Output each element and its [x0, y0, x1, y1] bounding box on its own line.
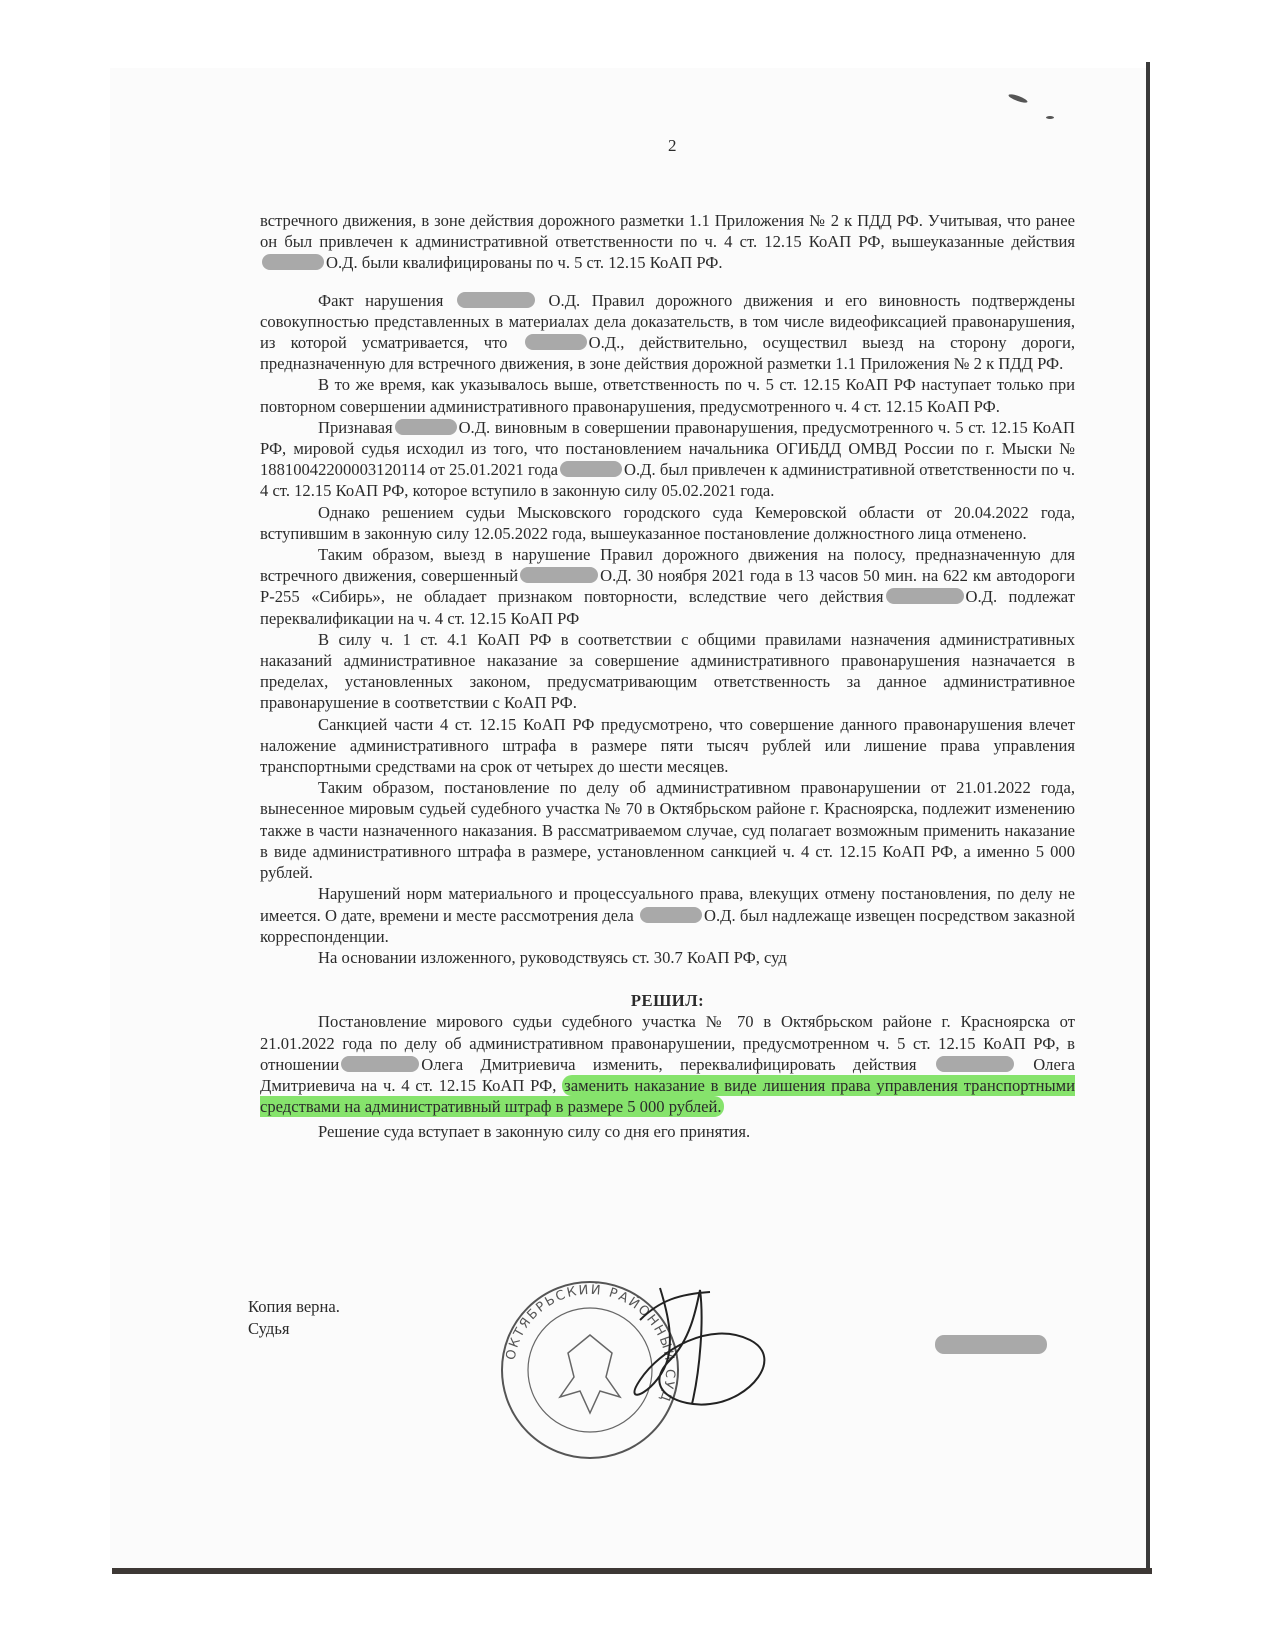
redacted-name — [560, 461, 622, 477]
text-segment: встречного движения, в зоне действия дорожного разметки 1.1 Приложения № 2 к ПДД РФ. Учитывая, что ранее он был привлечен к административной ответственности по ч. 4 ст. 12.15 КоАП РФ, вышеуказанные действия — [260, 211, 1075, 252]
text-segment: О.Д. подлежат переквалификации на ч. 4 ст. 12.15 КоАП РФ — [260, 587, 1075, 628]
paragraph — [260, 417, 1075, 502]
text-segment: О.Д. были квалифицированы по ч. 5 ст. 12.15 КоАП РФ. — [326, 253, 723, 273]
decision-paragraph — [260, 1011, 1075, 1117]
paragraph — [260, 883, 1075, 947]
document-body — [260, 210, 1075, 1143]
page-edge-right — [1146, 62, 1150, 1572]
judge-signature — [600, 1280, 800, 1420]
text-segment: О.Д. 30 ноября 2021 года в 13 часов 50 мин. на 622 км автодороги Р-255 «Сибирь», не обладает признаком повторности, вследствие чего действия — [260, 566, 1075, 607]
redacted-name — [395, 419, 457, 435]
text-segment: О.Д. виновным в совершении правонарушения, предусмотренного ч. 5 ст. 12.15 КоАП РФ, мировой судья исходил из того, что постановлением начальника ОГИБДД ОМВД России по г. Мыски № 18810042200003120114 от 25.01.2021 года — [260, 417, 1075, 480]
redacted-name — [262, 254, 324, 270]
paragraph — [260, 544, 1075, 629]
redacted-name — [936, 1056, 1014, 1072]
paragraph — [260, 210, 1075, 274]
redacted-judge-name — [935, 1335, 1047, 1354]
paragraph — [260, 374, 1075, 416]
highlighted-text: заменить наказание в виде лишения права управления транспортными средствами на административный штраф в размере 5 000 рублей. — [260, 1075, 1075, 1117]
signature-block — [248, 1296, 340, 1340]
text-segment: Однако решением судьи Мысковского городского суда Кемеровской области от 20.04.2022 года, вступившим в законную силу 12.05.2022 года, вышеуказанное постановление должностного лица отменено. — [260, 502, 1075, 543]
text-segment: Факт нарушения — [318, 290, 455, 310]
page-number: 2 — [668, 136, 677, 155]
redacted-name — [520, 567, 598, 583]
text-segment: Санкцией части 4 ст. 12.15 КоАП РФ предусмотрено, что совершение данного правонарушения влечет наложение административного штрафа в размере пяти тысяч рублей или лишение права управления транспортными средствами на срок от четырех до шести месяцев. — [260, 714, 1075, 777]
paragraphs — [260, 210, 1075, 968]
decision-text — [260, 1011, 1075, 1117]
text-segment: Таким образом, постановление по делу об административном правонарушении от 21.01.2022 года, вынесенное мировым судьей судебного участка № 70 в Октябрьском районе г. Красноярска, подлежит изменению также в части назначенного наказания. В рассматриваемом случае, суд полагает возможным применить наказание в виде административного штрафа в размере, установленном санкцией ч. 4 ст. 12.15 КоАП РФ, а именно 5 000 рублей. — [260, 778, 1075, 883]
text-segment: О.Д. Правил дорожного движения и его виновность подтверждены совокупностью представленных в материалах дела доказательств, в том числе видеофиксацией правонарушения, из которой усматривается, что — [260, 290, 1076, 353]
redacted-name — [341, 1056, 419, 1072]
scan-speck — [1046, 116, 1054, 119]
text-segment: О.Д. был надлежаще извещен посредством заказной корреспонденции. — [260, 905, 1076, 946]
paragraph — [260, 502, 1075, 544]
paragraph — [260, 629, 1075, 714]
copy-certified-label: Копия верна. — [248, 1297, 340, 1316]
text-segment: Олега Дмитриевича на ч. 4 ст. 12.15 КоАП РФ, — [260, 1054, 1075, 1095]
closing-sentence: Решение суда вступает в законную силу со дня его принятия. — [318, 1122, 751, 1142]
text-segment: Постановление мирового судьи судебного участка № 70 в Октябрьском районе г. Красноярска от 21.01.2022 года по делу об административном правонарушении, предусмотренном ч. 5 ст. 12.15 КоАП РФ, в отношении — [260, 1012, 1075, 1074]
redacted-name — [457, 292, 535, 308]
text-segment: В то же время, как указывалось выше, ответственность по ч. 5 ст. 12.15 КоАП РФ наступает только при повторном совершении административного правонарушения, предусмотренного ч. 4 ст. 12.15 КоАП РФ. — [260, 375, 1075, 416]
decision-heading: РЕШИЛ: — [630, 991, 705, 1011]
text-segment: Признавая — [318, 417, 393, 437]
text-segment: О.Д. был привлечен к административной ответственности по ч. 4 ст. 12.15 КоАП РФ, которое вступило в законную силу 05.02.2021 года. — [260, 460, 1075, 501]
text-segment: О.Д., действительно, осуществил выезд на сторону дороги, предназначенную для встречного движения, в зоне действия дорожной разметки 1.1 Приложения № 2 к ПДД РФ. — [260, 333, 1075, 374]
judge-label: Судья — [248, 1319, 290, 1338]
paragraph — [260, 947, 1075, 968]
text-segment: На основании изложенного, руководствуясь ст. 30.7 КоАП РФ, суд — [318, 947, 787, 967]
paragraph — [260, 290, 1075, 375]
text-segment: Нарушений норм материального и процессуального права, влекущих отмену постановления, по делу не имеется. О дате, времени и месте рассмотрения дела — [260, 884, 1075, 925]
redacted-name — [525, 334, 587, 350]
signature-stroke — [634, 1288, 764, 1405]
text-segment: Олега Дмитриевича изменить, переквалифицировать действия — [421, 1054, 934, 1074]
redacted-name — [886, 588, 964, 604]
page-edge-bottom — [112, 1568, 1152, 1574]
paragraph — [260, 777, 1075, 883]
text-segment: В силу ч. 1 ст. 4.1 КоАП РФ в соответствии с общими правилами назначения административных наказаний административное наказание за совершение административного правонарушения назначается в пределах, установленных законом, предусматривающим ответственность за данное административное правонарушение в соответствии с КоАП РФ. — [260, 629, 1075, 713]
redacted-name — [640, 907, 702, 923]
text-segment: Таким образом, выезд в нарушение Правил дорожного движения на полосу, предназначенную для встречного движения, совершенный — [260, 545, 1075, 586]
stamp-text: ОКТЯБРЬСКИЙ РАЙОННЫЙ СУД — [503, 1282, 678, 1405]
paragraph — [260, 714, 1075, 778]
